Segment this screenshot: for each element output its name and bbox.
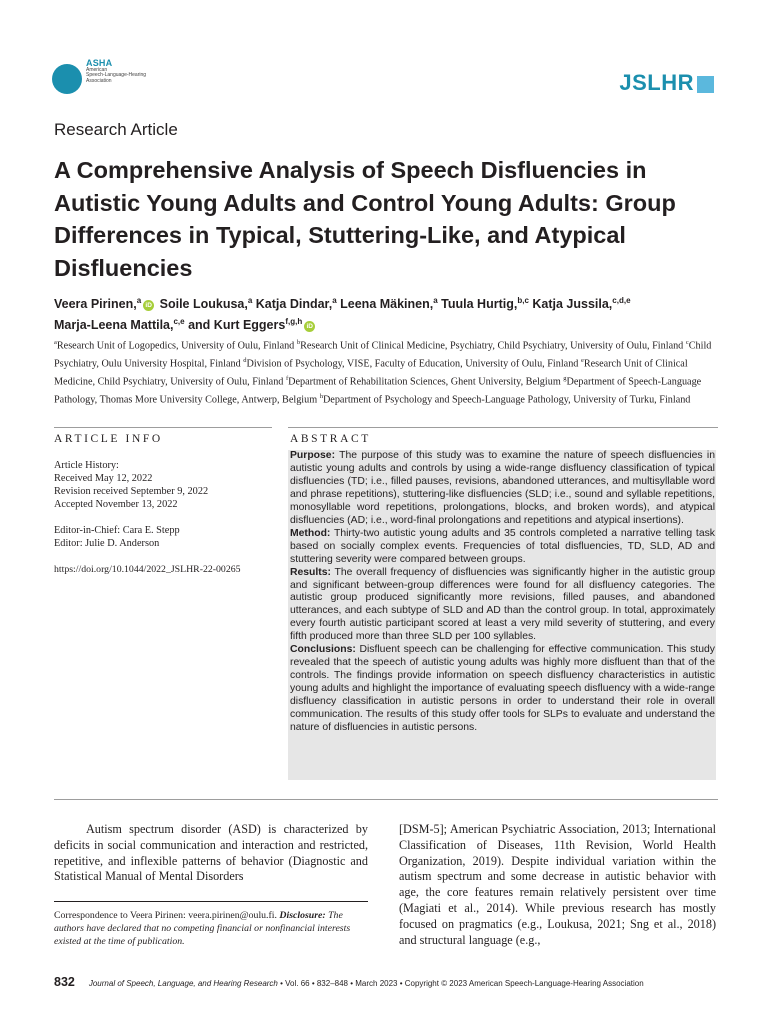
body-column-left: Autism spectrum disorder (ASD) is characterized by deficits in social communication and interaction and restricted, repetitive, and inflexible patterns of behavior (Diagnostic and Statistical Manual of Mental Disorders xyxy=(54,822,368,884)
correspondence-text: Correspondence to Veera Pirinen: veera.pirinen@oulu.fi. xyxy=(54,910,280,921)
asha-logo-icon xyxy=(52,64,82,94)
orcid-icon[interactable]: iD xyxy=(143,300,154,311)
abstract-label: Conclusions: xyxy=(290,644,356,656)
article-info-heading: ARTICLE INFO xyxy=(54,433,163,445)
page-footer xyxy=(54,975,718,989)
abstract-section: The overall frequency of disfluencies was significantly higher in the autistic group and significant between-group differences were found for all disfluency categories. The autistic group produced significantly more revisions, filled pauses, and abandoned utterances, and each subtype of SLD and AD than the control group. In total, approximately every fourth autistic participant scored at least a very mild severity of stuttering, and every fifth produced more than three SLD per 100 syllables. xyxy=(290,566,715,643)
affil-sup: c xyxy=(685,339,689,346)
org-subtitle-line: American xyxy=(86,67,108,73)
journal-abbrev: JSLHR xyxy=(619,70,694,95)
author-name: Tuula Hurtig, xyxy=(441,297,518,312)
editor: Editor: Julie D. Anderson xyxy=(54,538,160,549)
disclosure-text: The authors have declared that no competing financial or nonfinancial interests existed at the time of publication. xyxy=(54,910,351,947)
affil-sup: b xyxy=(296,339,301,346)
affil-sup: h xyxy=(319,393,323,401)
disclosure-label: Disclosure: xyxy=(279,910,326,921)
author-affil-sup: c,d,e xyxy=(612,296,631,305)
body-column-right: [DSM-5]; American Psychiatric Association, 2013; International Classification of Diseases, 11th Revision, World Health Organization, 2019). Despite individual variation within the autism spectrum and some decrease in autistic behavior with age, the core features remain relatively persistent over time (Magiati et al., 2014). While previous research has mostly focused on pragmatics (e.g., Loukusa, 2021; Sng et al., 2018) and structural language (e.g., xyxy=(399,822,716,947)
journal-square-icon xyxy=(697,76,714,93)
journal-name: Journal of Speech, Language, and Hearing Research xyxy=(88,979,278,988)
abstract-label: Results: xyxy=(290,566,331,578)
journal-logo xyxy=(619,70,714,96)
author-name: and Kurt Eggers xyxy=(188,318,286,333)
affil-sup: f xyxy=(285,375,289,383)
author-list xyxy=(54,292,724,334)
editor-in-chief: Editor-in-Chief: Cara E. Stepp xyxy=(54,525,180,536)
orcid-icon[interactable]: iD xyxy=(304,321,315,332)
author-name: Marja-Leena Mattila, xyxy=(54,318,174,333)
author-affil-sup: f,g,h xyxy=(285,317,303,327)
author-name: Veera Pirinen, xyxy=(54,297,137,312)
footer-details: • Vol. 66 • 832–848 • March 2023 • Copyright © 2023 American Speech-Language-Hearing Association xyxy=(277,979,644,988)
revised-date: Revision received September 9, 2022 xyxy=(54,486,209,497)
affil-sup: e xyxy=(580,357,584,365)
author-name: Katja Dindar, xyxy=(255,297,333,312)
affiliation: Department of Rehabilitation Sciences, Ghent University, Belgium xyxy=(288,376,564,388)
author-affil-sup: a xyxy=(433,296,438,305)
abstract-label: Method: xyxy=(290,527,331,539)
affiliation: Department of Psychology and Speech-Language Pathology, University of Turku, Finland xyxy=(322,394,691,406)
affil-sup: d xyxy=(243,357,247,365)
affiliation: Division of Psychology, VISE, Faculty of Education, University of Oulu, Finland xyxy=(246,358,581,370)
author-affil-sup: b,c xyxy=(517,296,529,305)
affil-sup: g xyxy=(563,375,567,383)
author-name: Leena Mäkinen, xyxy=(340,297,434,312)
author-name: Katja Jussila, xyxy=(532,297,613,312)
affil-sup: a xyxy=(54,339,57,346)
footnote-divider xyxy=(54,901,368,902)
abstract-heading: ABSTRACT xyxy=(290,433,371,445)
accepted-date: Accepted November 13, 2022 xyxy=(54,499,178,510)
org-name: ASHA xyxy=(86,58,113,68)
abstract-text xyxy=(290,450,715,735)
doi-link[interactable]: https://doi.org/10.1044/2022_JSLHR-22-00265 xyxy=(54,564,241,575)
author-affil-sup: a xyxy=(136,296,142,305)
divider xyxy=(288,427,718,428)
affiliations xyxy=(54,336,718,408)
abstract-section: Disfluent speech can be challenging for effective communication. This study revealed that the speech of autistic young adults was highly more disfluent than that of the controls. The findings provide information on speech disfluency characteristics in autistic young adults and highlight the importance of evaluating speech disfluency with a wide-range disfluency classification in autistic persons in order to understand their role in overall communication. The results of this study offer tools for SLPs to evaluate and understand the nature of disfluencies in autistic persons. xyxy=(290,644,715,734)
divider xyxy=(54,799,718,800)
author-affil-sup: a xyxy=(332,296,337,305)
affiliation: Research Unit of Logopedics, University of Oulu, Finland xyxy=(56,340,297,352)
divider xyxy=(54,427,272,428)
affiliation: Department of Speech-Language Pathology, Thomas More University College, Antwerp, Belgium xyxy=(54,376,702,406)
org-subtitle-line: Speech-Language-Hearing xyxy=(86,72,147,79)
footer-citation xyxy=(89,979,644,988)
affiliation: Research Unit of Clinical Medicine, Child Psychiatry, University of Oulu, Finland xyxy=(54,358,688,388)
author-name: Soile Loukusa, xyxy=(159,297,248,312)
page-number: 832 xyxy=(54,975,75,989)
article-type: Research Article xyxy=(54,120,178,139)
affiliation: Research Unit of Clinical Medicine, Psychiatry, Child Psychiatry, University of Oulu, Finland xyxy=(300,340,686,352)
asha-logo xyxy=(86,58,146,84)
abstract-section: Thirty-two autistic young adults and 35 controls completed a narrative telling task based on socially complex events. Frequencies of total disfluencies, TD, SLD, AD and stuttering severity were compared between groups. xyxy=(290,527,715,565)
article-title: A Comprehensive Analysis of Speech Disfluencies in Autistic Young Adults and Control Young Adults: Group Differences in Typical, Stuttering-Like, and Atypical Disfluencies xyxy=(54,157,676,281)
affiliation: Child Psychiatry, Oulu University Hospital, Finland xyxy=(54,340,712,370)
article-info xyxy=(54,459,274,576)
correspondence-note xyxy=(54,909,368,948)
received-date: Received May 12, 2022 xyxy=(54,473,153,484)
org-subtitle-line: Association xyxy=(86,77,112,84)
author-affil-sup: c,e xyxy=(173,317,185,327)
abstract-section: The purpose of this study was to examine the nature of speech disfluencies in autistic young adults and controls by using a wide-range disfluency classification of typical disfluencies (TD; i.e., filled pauses, revisions, abandoned utterances, and multisyllable word and phrase repetitions), stuttering-like disfluencies (SLD; i.e., sound and syllable repetitions, monosyllable word repetitions, prolongations, blocks, and broken words), and atypical disfluencies (AD; i.e., word-final prolongations and repetitions and atypical insertions). xyxy=(290,450,715,526)
history-label: Article History: xyxy=(54,460,119,471)
author-affil-sup: a xyxy=(247,296,253,305)
abstract-label: Purpose: xyxy=(290,450,336,461)
